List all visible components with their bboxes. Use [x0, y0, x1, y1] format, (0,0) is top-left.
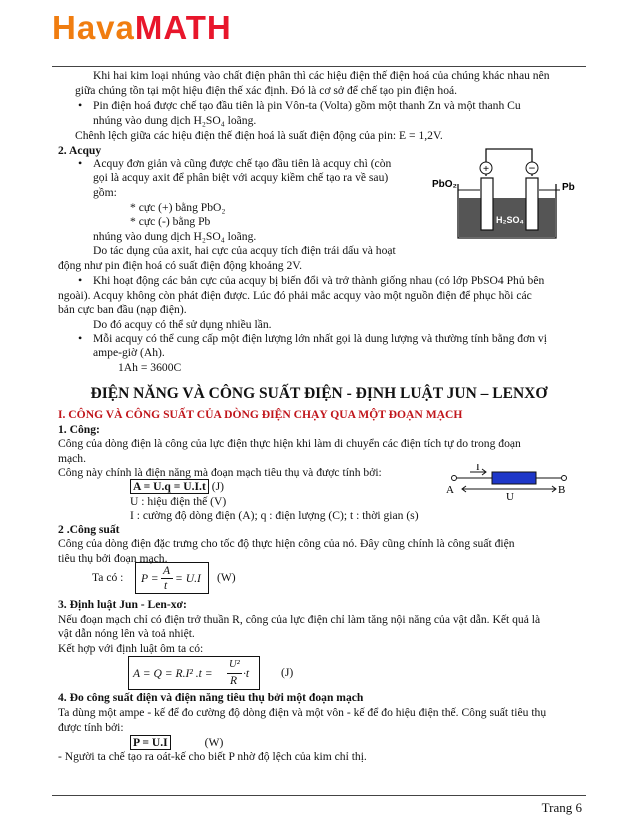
- page-number: Trang 6: [541, 800, 582, 815]
- pb-plate: [526, 178, 538, 230]
- text-line: Khi hai kim loại nhúng vào chất điện phân thì các hiệu điện thế điện hoá của chúng khác nhau nên: [93, 69, 550, 82]
- heading-do-cong-suat: 4. Đo công suất điện và điện năng tiêu thụ bởi một đoạn mạch: [58, 691, 364, 704]
- text-line: Kết hợp với định luật ôm ta có:: [58, 642, 204, 655]
- unit: (J): [211, 480, 224, 493]
- pbo2-plate: [481, 178, 493, 230]
- label-b: B: [558, 484, 566, 496]
- text-line: U : hiệu điện thế (V): [130, 495, 227, 508]
- label-i: I: [476, 464, 480, 473]
- power-ui-formula: P = U.I: [130, 735, 171, 750]
- text-line: nhúng vào dung dịch H₂SO₄ loãng.: [93, 230, 257, 243]
- node-b: [562, 476, 567, 481]
- text-line: Công của dòng điện đặc trưng cho tốc độ thực hiện công của nó. Đây cũng chính là công suất điện: [58, 537, 515, 550]
- heading-cong: 1. Công:: [58, 423, 100, 436]
- power-formula-box: [135, 562, 209, 594]
- text-line: tiêu thụ bởi đoạn mạch.: [58, 552, 168, 565]
- minus-label: −: [528, 161, 536, 175]
- text-line: Ta dùng một ampe - kế để đo cường độ dòng điện và một vôn - kế để đo hiệu điện thế. Công suất tiêu thụ: [58, 706, 547, 719]
- unit: (J): [281, 666, 294, 679]
- formula-line: [130, 479, 224, 494]
- heading-acquy: 2. Acquy: [58, 144, 102, 157]
- circuit-figure: [440, 464, 580, 502]
- fraction-numerator: A: [163, 564, 171, 577]
- text-line: được tính bởi:: [58, 721, 124, 734]
- node-a: [452, 476, 457, 481]
- text-line: động như pin điện hoá có suất điện động khoảng 2V.: [58, 259, 303, 272]
- text-line: Do tác dụng của axit, hai cực của acquy tích điện trái dấu và hoạt: [93, 244, 396, 257]
- text-line: bản cực ban đầu (nạp điện).: [58, 303, 187, 316]
- text-line: I : cường độ dòng điện (A); q : điện lượng (C); t : thời gian (s): [130, 509, 419, 522]
- text-line: nhúng vào dung dịch H₂SO₄ loãng.: [93, 114, 257, 127]
- text-line: Nếu đoạn mạch chỉ có điện trở thuần R, công của lực điện chỉ làm tăng nội năng của vật dẫn. Kết quả là: [58, 613, 541, 626]
- text-line: * cực (+) bằng PbO₂: [130, 201, 226, 214]
- fraction-denominator: R: [230, 674, 238, 687]
- plus-label: +: [482, 163, 490, 175]
- bullet-item: • Mỗi acquy có thể cung cấp một điện lượng lớn nhất gọi là dung lượng và thường tính bằng đơn vị: [93, 331, 547, 346]
- electrolyte-label: H₂SO₄: [496, 215, 524, 225]
- battery-wire: [486, 149, 532, 176]
- text-line: giữa chúng tồn tại một hiệu điện thế xác định. Đó là cơ sở để chế tạo pin điện hoá.: [75, 84, 458, 97]
- text-line: mạch.: [58, 452, 87, 465]
- formula-rhs: = U.I: [175, 572, 201, 585]
- text-line: Chênh lệch giữa các hiệu điện thế điện hoá là suất điện động của pin: E = 1,2V.: [75, 129, 443, 142]
- text-line: Công này chính là điện năng mà đoạn mạch tiêu thụ và được tính bởi:: [58, 466, 382, 479]
- header-rule: [52, 66, 586, 67]
- text-line: gọi là acquy axit để phân biệt với acquy kiềm chế tạo ra về sau): [93, 171, 389, 184]
- fraction-numerator: U²: [229, 659, 240, 670]
- heading-jun-lenxo: 3. Định luật Jun - Len-xơ:: [58, 598, 187, 611]
- fraction-denominator: t: [164, 579, 168, 592]
- joule-formula-box: [128, 656, 260, 690]
- unit: (W): [204, 736, 224, 749]
- work-formula: A = U.q = U.I.t: [130, 479, 209, 494]
- text-line: Công của dòng điện là công của lực điện thực hiện khi làm di chuyển các điện tích tự do trong đoạn: [58, 437, 521, 450]
- text-line: * cực (-) bằng Pb: [130, 215, 211, 228]
- formula-lhs: P =: [141, 572, 159, 585]
- text-line: Do đó acquy có thể sử dụng nhiều lần.: [93, 318, 272, 331]
- lead-acid-battery-figure: [428, 146, 588, 246]
- pb-label: Pb: [562, 182, 575, 193]
- bullet-item: • Khi hoạt động các bản cực của acquy bị biến đổi và trở thành giống nhau (có lớp PbSO4 Phủ bên: [93, 273, 544, 288]
- resistor: [492, 472, 536, 484]
- text-line: ngoài). Acquy không còn phát điện được. Lúc đó phải mắc acquy vào một nguồn điện để phục hồi các: [58, 289, 532, 302]
- unit: (W): [217, 571, 236, 584]
- heading-cong-suat: 2 .Công suất: [58, 523, 120, 536]
- footer-rule: [52, 795, 586, 796]
- formula-line: [130, 735, 223, 750]
- text-line: - Người ta chế tạo ra oát-kế cho biết P nhờ độ lệch của kim chỉ thị.: [58, 750, 367, 763]
- text-line: gồm:: [93, 186, 117, 199]
- bullet-item: • Acquy đơn giản và cũng được chế tạo đầu tiên là acquy chì (còn: [93, 156, 391, 171]
- formula-lhs: A = Q = R.I² .t =: [133, 667, 213, 680]
- formula-rhs: ·t: [243, 667, 250, 680]
- bullet-item: • Pin điện hoá được chế tạo đầu tiên là pin Vôn-ta (Volta) gồm một thanh Zn và một thanh Cu: [93, 98, 521, 113]
- text-line: vật dẫn nóng lên và toả nhiệt.: [58, 627, 195, 640]
- text-line: 1Ah = 3600C: [118, 361, 182, 374]
- label-u: U: [506, 491, 514, 502]
- pbo2-label: PbO₂: [432, 179, 457, 190]
- text-line: Ta có :: [92, 571, 124, 584]
- section-title: ĐIỆN NĂNG VÀ CÔNG SUẤT ĐIỆN - ĐỊNH LUẬT JUN – LENXƠ: [90, 385, 548, 402]
- text-line: ampe-giờ (Ah).: [93, 346, 165, 359]
- section-heading: I. CÔNG VÀ CÔNG SUẤT CỦA DÒNG ĐIỆN CHẠY QUA MỘT ĐOẠN MẠCH: [58, 408, 463, 421]
- label-a: A: [446, 484, 454, 496]
- havamath-logo: HavaMATH: [52, 9, 232, 46]
